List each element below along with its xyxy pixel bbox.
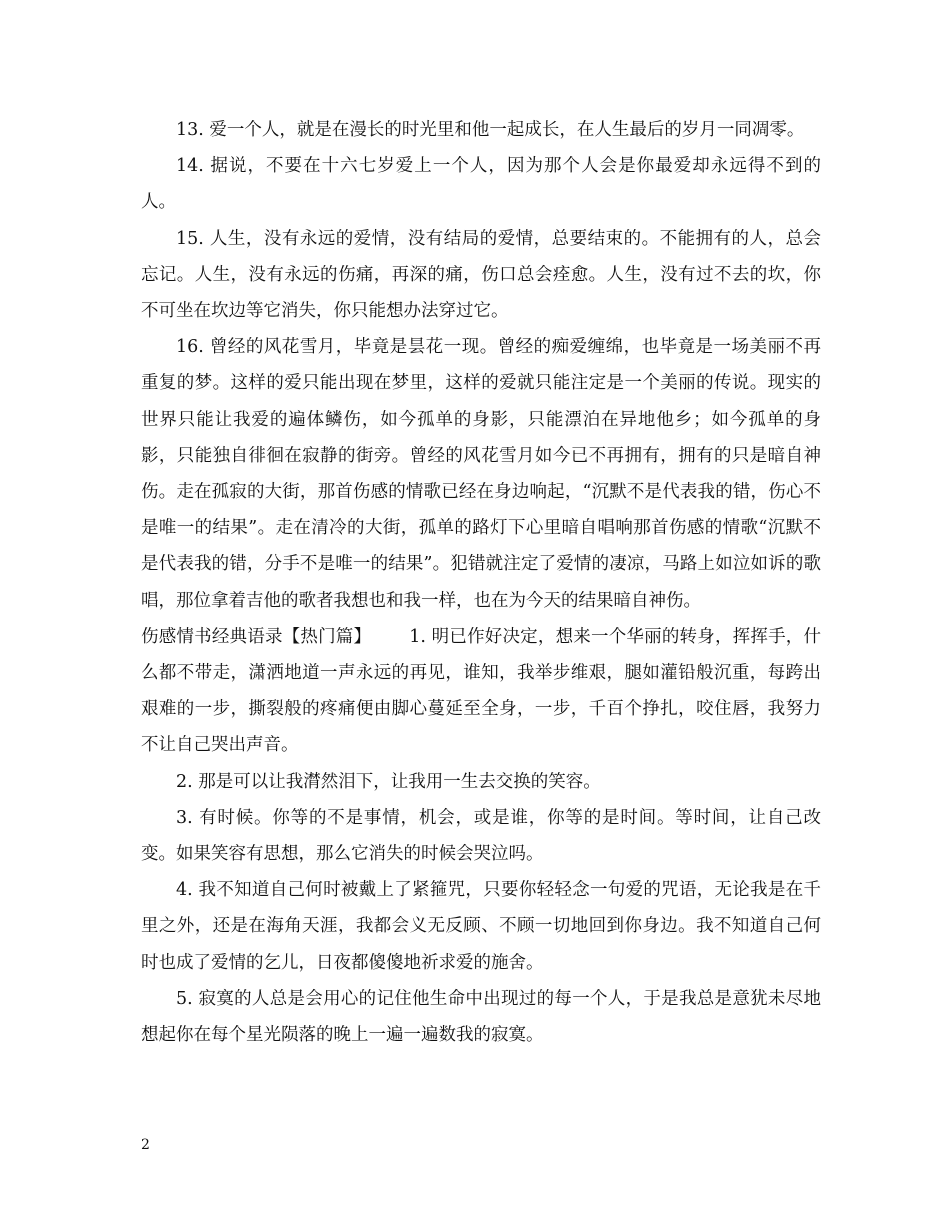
paragraph-13: 13. 爱一个人，就是在漫长的时光里和他一起成长，在人生最后的岁月一同凋零。 xyxy=(176,120,805,140)
section-paragraph-2: 2. 那是可以让我潸然泪下，让我用一生去交换的笑容。 xyxy=(176,771,601,792)
document-body xyxy=(141,112,821,1053)
section-paragraph-5: 5. 寂寞的人总是会用心的记住他生命中出现过的每一个人，于是我总是意犹未尽地想起你在每个星光陨落的晚上一遍一遍数我的寂寞。 xyxy=(141,988,821,1046)
section-paragraph-4: 4. 我不知道自己何时被戴上了紧箍咒，只要你轻轻念一句爱的咒语，无论我是在千里之外，还是在海角天涯，我都会义无反顾、不顾一切地回到你身边。我不知道自己何时也成了爱情的乞儿，日夜都傻傻地祈求爱的施舍。 xyxy=(141,880,821,973)
page-number: 2 xyxy=(141,1137,150,1153)
section-paragraph-1 xyxy=(141,619,821,764)
section-heading: 伤感情书经典语录【热门篇】 xyxy=(141,626,372,647)
section-paragraph-3: 3. 有时候。你等的不是事情，机会，或是谁，你等的是时间。等时间，让自己改变。如果笑容有思想，那么它消失的时候会哭泣吗。 xyxy=(141,807,821,865)
paragraph-16: 16. 曾经的风花雪月，毕竟是昙花一现。曾经的痴爱缠绵，也毕竟是一场美丽不再重复的梦。这样的爱只能出现在梦里，这样的爱就只能注定是一个美丽的传说。现实的世界只能让我爱的遍体鳞伤，如今孤单的身影，只能漂泊在异地他乡；如今孤单的身影，只能独自徘徊在寂静的街旁。曾经的风花雪月如今已不再拥有，拥有的只是暗自神伤。走在孤寂的大街，那首伤感的情歌已经在身边响起，“沉默不是代表我的错，伤心不是唯一的结果”。走在清冷的大街，孤单的路灯下心里暗自唱响那首伤感的情歌“沉默不是代表我的错，分手不是唯一的结果”。犯错就注定了爱情的凄凉，马路上如泣如诉的歌唱，那位拿着吉他的歌者我想也和我一样，也在为今天的结果暗自神伤。 xyxy=(141,337,821,611)
paragraph-15: 15. 人生，没有永远的爱情，没有结局的爱情，总要结束的。不能拥有的人，总会忘记。人生，没有永远的伤痛，再深的痛，伤口总会痊愈。人生，没有过不去的坎，你不可坐在坎边等它消失，你只能想办法穿过它。 xyxy=(141,228,821,322)
section-paragraph-1-text: 1. 明已作好决定，想来一个华丽的转身，挥挥手，什么都不带走，潇洒地道一声永远的再见，谁知，我举步维艰，腿如灌铅般沉重，每跨出艰难的一步，撕裂般的疼痛便由脚心蔓延至全身，一步，千百个挣扎，咬住唇，我努力不让自己哭出声音。 xyxy=(141,626,821,756)
paragraph-14: 14. 据说，不要在十六七岁爱上一个人，因为那个人会是你最爱却永远得不到的人。 xyxy=(141,156,821,213)
